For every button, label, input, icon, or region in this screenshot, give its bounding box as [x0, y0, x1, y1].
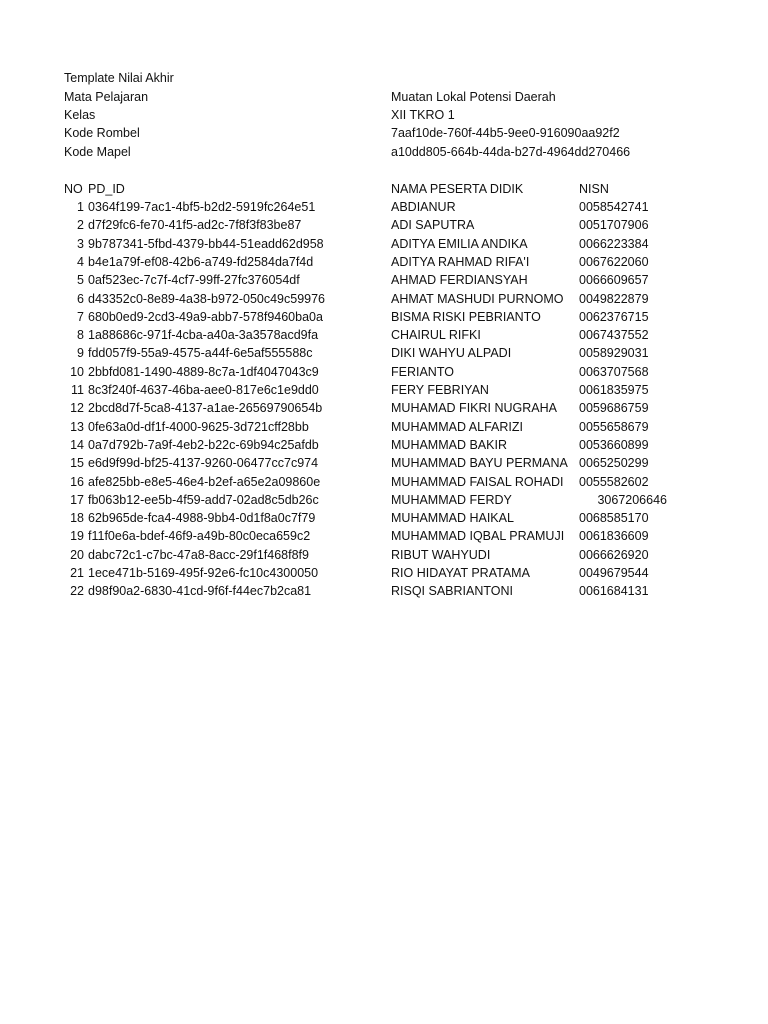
row-pd-id: f11f0e6a-bdef-46f9-a49b-80c0eca659c2 [88, 529, 311, 543]
row-pd-id: 9b787341-5fbd-4379-bb44-51eadd62d958 [88, 237, 324, 251]
row-nama: AHMAT MASHUDI PURNOMO [391, 292, 564, 306]
row-pd-id: fb063b12-ee5b-4f59-add7-02ad8c5db26c [88, 493, 319, 507]
header-no: NO [64, 182, 83, 196]
table-row [0, 198, 768, 216]
table-row [0, 216, 768, 234]
row-no: 22 [70, 584, 84, 598]
table-row [0, 509, 768, 527]
table-row [0, 308, 768, 326]
row-pd-id: 2bbfd081-1490-4889-8c7a-1df4047043c9 [88, 365, 319, 379]
row-pd-id: afe825bb-e8e5-46e4-b2ef-a65e2a09860e [88, 475, 321, 489]
row-pd-id: 0fe63a0d-df1f-4000-9625-3d721cff28bb [88, 420, 309, 434]
row-nama: RISQI SABRIANTONI [391, 584, 514, 598]
row-no: 15 [70, 456, 84, 470]
table-row [0, 582, 768, 600]
row-nisn: 0049679544 [579, 566, 649, 580]
row-no: 13 [70, 420, 84, 434]
info-label: Kelas [64, 108, 96, 122]
row-nama: MUHAMMAD HAIKAL [391, 511, 514, 525]
row-pd-id: 1ece471b-5169-495f-92e6-fc10c4300050 [88, 566, 319, 580]
row-nisn: 0066609657 [579, 273, 649, 287]
row-nisn: 0059686759 [579, 401, 649, 415]
row-nama: RIBUT WAHYUDI [391, 548, 491, 562]
row-pd-id: 1a88686c-971f-4cba-a40a-3a3578acd9fa [88, 328, 319, 342]
info-row-kode-mapel [0, 143, 768, 161]
row-no: 12 [70, 401, 84, 415]
row-no: 7 [77, 310, 84, 324]
table-row [0, 290, 768, 308]
row-pd-id: d7f29fc6-fe70-41f5-ad2c-7f8f3f83be87 [88, 218, 302, 232]
row-nisn: 0058542741 [579, 200, 649, 214]
row-pd-id: fdd057f9-55a9-4575-a44f-6e5af555588c [88, 346, 313, 360]
row-nama: MUHAMMAD IQBAL PRAMUJI [391, 529, 565, 543]
info-label: Kode Rombel [64, 126, 140, 140]
row-nama: MUHAMMAD FAISAL ROHADI [391, 475, 564, 489]
row-no: 5 [77, 273, 84, 287]
table-row [0, 564, 768, 582]
row-no: 8 [77, 328, 84, 342]
row-pd-id: dabc72c1-c7bc-47a8-8acc-29f1f468f8f9 [88, 548, 309, 562]
row-nama: ABDIANUR [391, 200, 456, 214]
row-nama: BISMA RISKI PEBRIANTO [391, 310, 541, 324]
table-row [0, 527, 768, 545]
row-nama: AHMAD FERDIANSYAH [391, 273, 528, 287]
row-pd-id: 62b965de-fca4-4988-9bb4-0d1f8a0c7f79 [88, 511, 316, 525]
table-row [0, 418, 768, 436]
row-pd-id: 8c3f240f-4637-46ba-aee0-817e6c1e9dd0 [88, 383, 319, 397]
row-no: 1 [77, 200, 84, 214]
row-nama: ADI SAPUTRA [391, 218, 475, 232]
table-row [0, 491, 768, 509]
row-nisn: 0066626920 [579, 548, 649, 562]
row-nisn: 0062376715 [579, 310, 649, 324]
info-value: XII TKRO 1 [391, 108, 455, 122]
row-nama: RIO HIDAYAT PRATAMA [391, 566, 530, 580]
table-row [0, 326, 768, 344]
row-nama: CHAIRUL RIFKI [391, 328, 481, 342]
table-row [0, 473, 768, 491]
template-title-row [0, 69, 768, 87]
row-pd-id: 0a7d792b-7a9f-4eb2-b22c-69b94c25afdb [88, 438, 319, 452]
row-nisn: 0065250299 [579, 456, 649, 470]
row-nisn: 0055582602 [579, 475, 649, 489]
row-no: 11 [71, 383, 84, 397]
table-row [0, 271, 768, 289]
row-no: 16 [70, 475, 84, 489]
row-nisn: 0066223384 [579, 237, 649, 251]
row-no: 2 [77, 218, 84, 232]
row-nisn: 0049822879 [579, 292, 649, 306]
header-pd-id: PD_ID [88, 182, 125, 196]
row-nisn: 0061684131 [579, 584, 649, 598]
table-row [0, 253, 768, 271]
row-nisn: 0053660899 [579, 438, 649, 452]
table-row [0, 363, 768, 381]
info-value: 7aaf10de-760f-44b5-9ee0-916090aa92f2 [391, 126, 620, 140]
table-row [0, 436, 768, 454]
row-nama: MUHAMAD FIKRI NUGRAHA [391, 401, 557, 415]
row-nisn: 0067622060 [579, 255, 649, 269]
row-nisn: 0051707906 [579, 218, 649, 232]
row-nama: MUHAMMAD FERDY [391, 493, 512, 507]
row-no: 14 [70, 438, 84, 452]
info-label: Mata Pelajaran [64, 90, 149, 104]
row-no: 9 [77, 346, 84, 360]
table-row [0, 381, 768, 399]
row-nisn: 3067206646 [597, 493, 667, 507]
row-nama: FERIANTO [391, 365, 454, 379]
table-row [0, 546, 768, 564]
table-header-row [0, 180, 768, 198]
table-row [0, 235, 768, 253]
row-pd-id: 0af523ec-7c7f-4cf7-99ff-27fc376054df [88, 273, 300, 287]
row-pd-id: e6d9f99d-bf25-4137-9260-06477cc7c974 [88, 456, 319, 470]
row-nama: MUHAMMAD BAYU PERMANA [391, 456, 568, 470]
header-nisn: NISN [579, 182, 609, 196]
row-pd-id: d98f90a2-6830-41cd-9f6f-f44ec7b2ca81 [88, 584, 312, 598]
row-nisn: 0068585170 [579, 511, 649, 525]
info-value: a10dd805-664b-44da-b27d-4964dd270466 [391, 145, 631, 159]
row-nisn: 0067437552 [579, 328, 649, 342]
row-pd-id: 680b0ed9-2cd3-49a9-abb7-578f9460ba0a [88, 310, 323, 324]
row-no: 20 [70, 548, 84, 562]
row-nisn: 0058929031 [579, 346, 649, 360]
table-row [0, 344, 768, 362]
row-pd-id: b4e1a79f-ef08-42b6-a749-fd2584da7f4d [88, 255, 314, 269]
row-nama: ADITYA RAHMAD RIFA'I [391, 255, 530, 269]
info-row-kode-rombel [0, 124, 768, 142]
info-row-mata-pelajaran [0, 88, 768, 106]
row-nama: DIKI WAHYU ALPADI [391, 346, 512, 360]
row-nisn: 0061835975 [579, 383, 649, 397]
table-row [0, 399, 768, 417]
row-no: 18 [70, 511, 84, 525]
row-no: 19 [70, 529, 84, 543]
row-no: 3 [77, 237, 84, 251]
row-nama: MUHAMMAD ALFARIZI [391, 420, 523, 434]
row-nisn: 0055658679 [579, 420, 649, 434]
row-no: 17 [70, 493, 84, 507]
table-row [0, 454, 768, 472]
row-no: 6 [77, 292, 84, 306]
info-value: Muatan Lokal Potensi Daerah [391, 90, 556, 104]
row-pd-id: 0364f199-7ac1-4bf5-b2d2-5919fc264e51 [88, 200, 316, 214]
info-label: Kode Mapel [64, 145, 131, 159]
row-nisn: 0063707568 [579, 365, 649, 379]
row-no: 10 [70, 365, 84, 379]
row-no: 4 [77, 255, 84, 269]
row-nama: FERY FEBRIYAN [391, 383, 489, 397]
row-pd-id: 2bcd8d7f-5ca8-4137-a1ae-26569790654b [88, 401, 323, 415]
row-no: 21 [70, 566, 84, 580]
row-nama: MUHAMMAD BAKIR [391, 438, 507, 452]
info-row-kelas [0, 106, 768, 124]
template-title: Template Nilai Akhir [64, 71, 174, 85]
row-nisn: 0061836609 [579, 529, 649, 543]
row-nama: ADITYA EMILIA ANDIKA [391, 237, 528, 251]
header-nama: NAMA PESERTA DIDIK [391, 182, 524, 196]
row-pd-id: d43352c0-8e89-4a38-b972-050c49c59976 [88, 292, 326, 306]
